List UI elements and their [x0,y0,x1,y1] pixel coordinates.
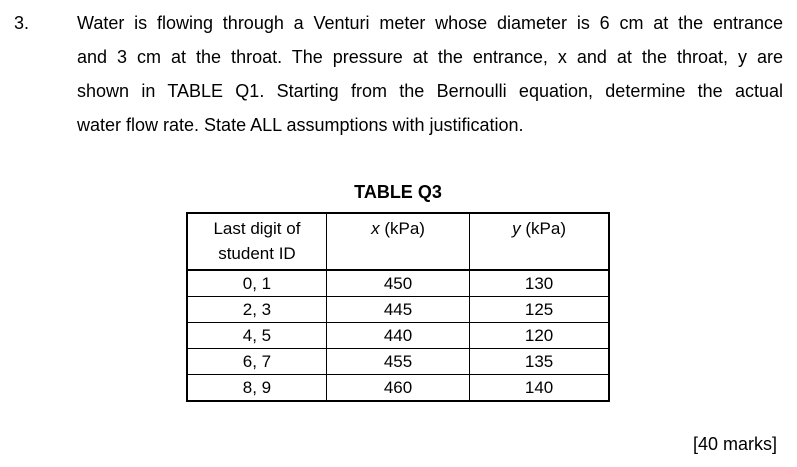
cell-y-value: 130 [470,270,609,297]
cell-student-id: 0, 1 [187,270,326,297]
cell-x-value: 455 [326,349,469,375]
header-y-pressure [470,213,609,270]
cell-student-id: 2, 3 [187,297,326,323]
question-number: 3. [14,13,30,33]
header-x-variable: x [371,219,380,238]
cell-student-id: 8, 9 [187,375,326,402]
question-line-3: shown in TABLE Q1. Starting from the Bernoulli equation, determine the actual [77,81,783,101]
cell-student-id: 4, 5 [187,323,326,349]
cell-y-value: 135 [470,349,609,375]
header-x-pressure [326,213,469,270]
question-text [77,6,783,142]
table-header-row [187,213,609,270]
header-student-id-line-1: Last digit of [213,219,301,238]
cell-x-value: 450 [326,270,469,297]
header-x-unit: (kPa) [379,219,425,238]
table-row [187,349,609,375]
marks-allocation: [40 marks] [692,434,777,454]
table-title: TABLE Q3 [354,182,442,202]
header-student-id-line-2: student ID [218,244,296,263]
question-line-4: water flow rate. State ALL assumptions with justification. [77,115,524,135]
cell-y-value: 120 [470,323,609,349]
header-y-variable: y [512,219,521,238]
cell-x-value: 445 [326,297,469,323]
cell-x-value: 440 [326,323,469,349]
header-y-unit: (kPa) [520,219,566,238]
pressure-table [186,212,610,402]
table-row [187,297,609,323]
table-row [187,270,609,297]
cell-student-id: 6, 7 [187,349,326,375]
question-line-2: and 3 cm at the throat. The pressure at the entrance, x and at the throat, y are [77,47,783,67]
cell-x-value: 460 [326,375,469,402]
cell-y-value: 125 [470,297,609,323]
header-student-id [187,213,326,270]
table-row [187,375,609,402]
question-line-1: Water is flowing through a Venturi meter whose diameter is 6 cm at the entrance [77,13,783,33]
table-row [187,323,609,349]
cell-y-value: 140 [470,375,609,402]
